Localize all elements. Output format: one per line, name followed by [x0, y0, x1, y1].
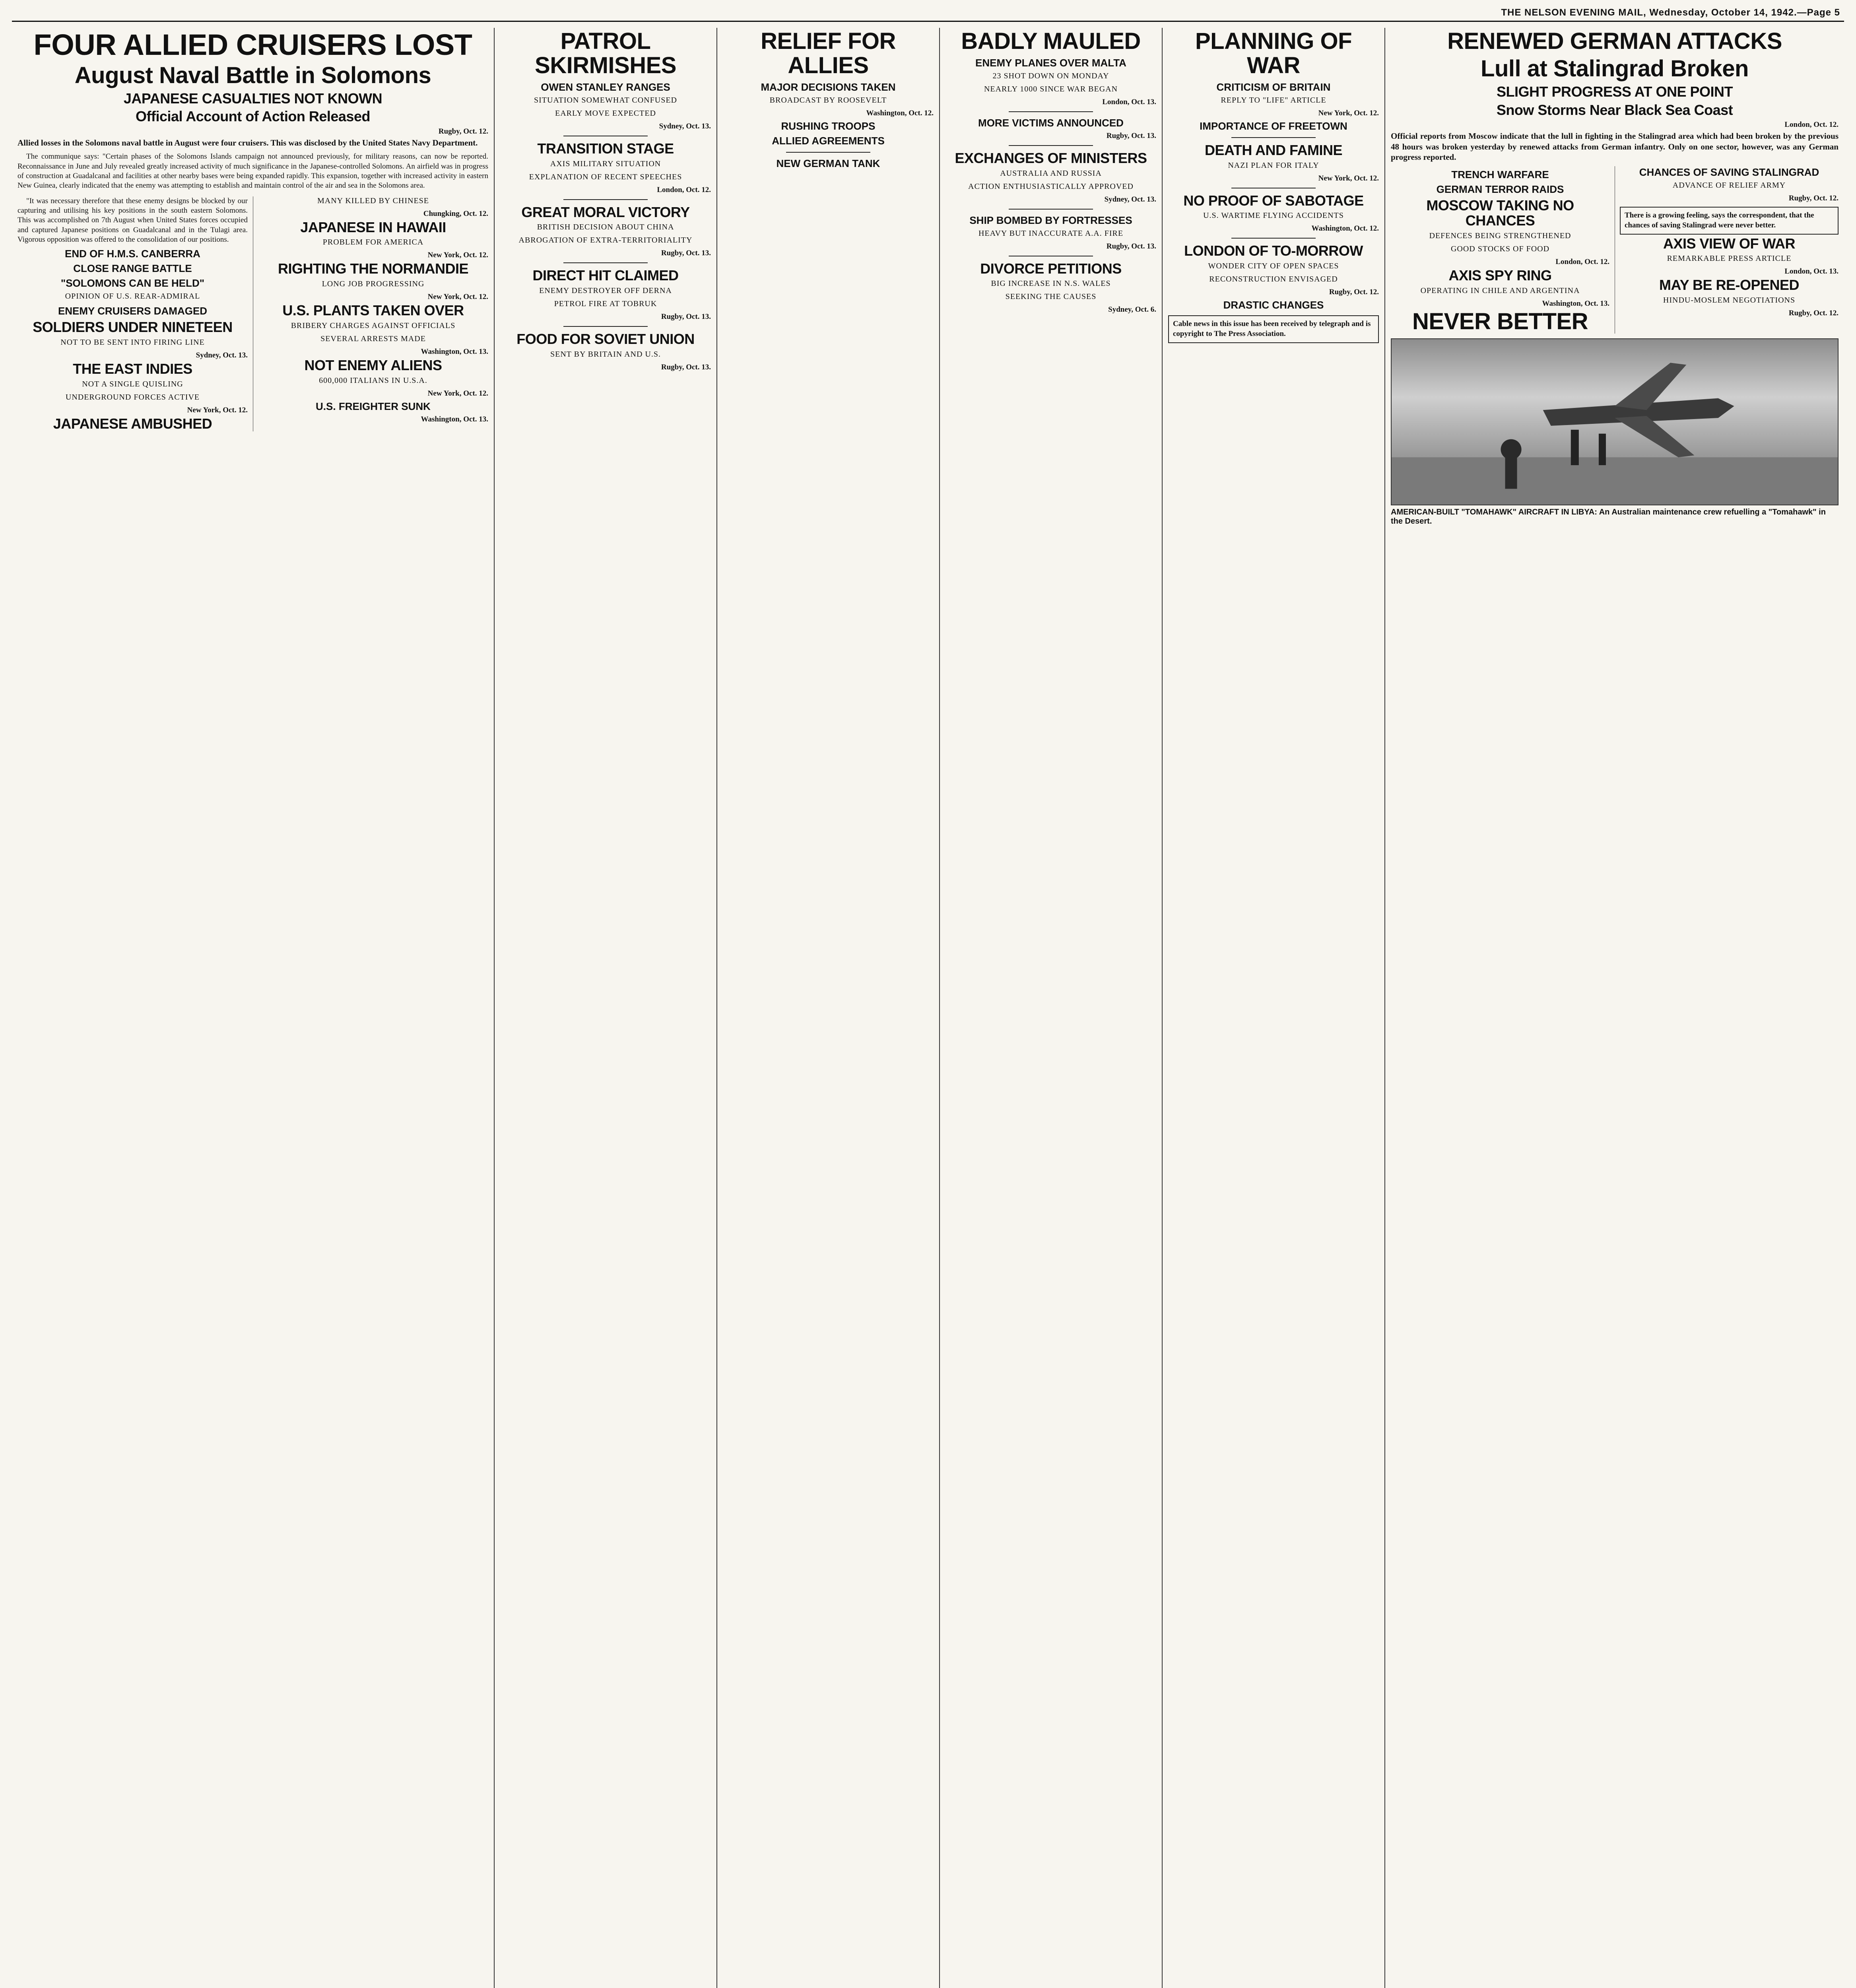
dateline-relief: Washington, Oct. 12. [866, 109, 934, 117]
headline-never: NEVER BETTER [1412, 308, 1588, 334]
deck-moral-2: ABROGATION OF EXTRA-TERRITORIALITY [518, 236, 693, 245]
subhead-solomons-held: "SOLOMONS CAN BE HELD" [60, 277, 205, 289]
dateline-divorce: Sydney, Oct. 6. [1108, 305, 1156, 314]
headline-renewed-4: Snow Storms Near Black Sea Coast [1496, 101, 1733, 118]
deck-never-2: ADVANCE OF RELIEF ARMY [1672, 181, 1786, 190]
divider [1231, 137, 1316, 138]
subhead-drastic: DRASTIC CHANGES [1223, 299, 1324, 311]
headline-cruisers-4: Official Account of Action Released [136, 108, 370, 125]
subhead-close-range: CLOSE RANGE BATTLE [73, 262, 192, 275]
dateline-reopened: Rugby, Oct. 12. [1788, 309, 1839, 318]
deck-mauled-3: NEARLY 1000 SINCE WAR BEGAN [984, 84, 1118, 93]
dateline-normandie: New York, Oct. 12. [427, 293, 488, 301]
deck-axis-view: REMARKABLE PRESS ARTICLE [1667, 254, 1792, 263]
lead-cruisers: Allied losses in the Solomons naval battle in August were four cruisers. This was disclosed by the United States Navy Department. [17, 138, 478, 148]
dateline-moscow: London, Oct. 12. [1555, 257, 1609, 266]
dateline-never: Rugby, Oct. 12. [1788, 194, 1839, 203]
headline-axis-view: AXIS VIEW OF WAR [1663, 235, 1795, 252]
headline-moscow: MOSCOW TAKING NO CHANCES [1426, 197, 1574, 229]
divider [1009, 209, 1093, 210]
deck-nineteen: NOT TO BE SENT INTO FIRING LINE [60, 338, 205, 347]
deck-famine: NAZI PLAN FOR ITALY [1228, 161, 1319, 170]
subhead-canberra: END OF H.M.S. CANBERRA [65, 248, 200, 260]
deck-relief-2: BROADCAST BY ROOSEVELT [769, 95, 887, 105]
dateline-food: Rugby, Oct. 13. [661, 363, 711, 371]
deck-ministers-2: ACTION ENTHUSIASTICALLY APPROVED [968, 182, 1134, 191]
headline-ministers: EXCHANGES OF MINISTERS [955, 149, 1147, 166]
deck-london: WONDER CITY OF OPEN SPACES [1208, 262, 1339, 271]
dateline-planning: New York, Oct. 12. [1318, 109, 1379, 117]
column-5 [1162, 28, 1384, 1988]
deck-london-2: RECONSTRUCTION ENVISAGED [1209, 275, 1338, 284]
headline-ambushed: JAPANESE AMBUSHED [53, 415, 212, 432]
subhead-victims: MORE VICTIMS ANNOUNCED [978, 116, 1124, 129]
deck-east-indies: NOT A SINGLE QUISLING [82, 379, 183, 388]
deck-food: SENT BY BRITAIN AND U.S. [550, 349, 661, 359]
never-box: There is a growing feeling, says the correspondent, that the chances of saving Stalingrad were never better. [1620, 207, 1839, 234]
subhead-terror: GERMAN TERROR RAIDS [1436, 183, 1564, 196]
dateline-aliens: New York, Oct. 12. [427, 389, 488, 398]
aircraft-picture-icon [1392, 339, 1838, 505]
column-1 [12, 28, 494, 1988]
headline-relief: RELIEF FOR ALLIES [761, 28, 896, 78]
headline-east-indies: THE EAST INDIES [73, 361, 192, 377]
headline-tank: NEW GERMAN TANK [776, 157, 880, 169]
deck-planning: CRITICISM OF BRITAIN [1216, 81, 1331, 93]
headline-renewed: RENEWED GERMAN ATTACKS [1447, 28, 1782, 54]
headline-normandie: RIGHTING THE NORMANDIE [278, 260, 468, 277]
divider [1009, 111, 1093, 112]
dateline-renewed: London, Oct. 12. [1784, 120, 1839, 129]
dateline-mauled: London, Oct. 13. [1102, 97, 1156, 106]
headline-hawaii: JAPANESE IN HAWAII [300, 219, 446, 235]
dateline-transition: London, Oct. 12. [657, 185, 711, 194]
headline-planning: PLANNING OF WAR [1195, 28, 1352, 78]
dateline-spy: Washington, Oct. 13. [1542, 299, 1609, 308]
dateline-london: Rugby, Oct. 12. [1329, 288, 1379, 297]
headline-bombed: SHIP BOMBED BY FORTRESSES [969, 214, 1132, 226]
deck-moscow: DEFENCES BEING STRENGTHENED [1429, 231, 1571, 240]
cruisers-columns [17, 196, 488, 431]
headline-moral: GREAT MORAL VICTORY [521, 204, 690, 220]
deck-transition-2: EXPLANATION OF RECENT SPEECHES [529, 172, 682, 181]
dateline-cruisers: Rugby, Oct. 12. [438, 127, 488, 136]
dateline-ministers: Sydney, Oct. 13. [1104, 195, 1156, 204]
column-3 [716, 28, 939, 1988]
headline-transition: TRANSITION STAGE [537, 140, 674, 157]
tomahawk-photo [1391, 338, 1839, 505]
headline-direct-hit: DIRECT HIT CLAIMED [532, 267, 679, 284]
divider [1231, 238, 1316, 239]
deck-hawaii: PROBLEM FOR AMERICA [322, 238, 424, 247]
deck-patrol-3: EARLY MOVE EXPECTED [555, 109, 656, 118]
deck-east-indies-2: UNDERGROUND FORCES ACTIVE [65, 392, 200, 402]
deck-normandie: LONG JOB PROGRESSING [322, 280, 425, 289]
para-cruisers-2: "It was necessary therefore that these enemy designs be blocked by our capturing and utilising his key positions in the south eastern Solomons. This was accomplished on 7th August when United States forces occupied and captured Japanese positions on Guadalcanal and in the Tulagi area. Vigorous opposition was offered to the consolidation of our positions. [17, 196, 248, 244]
headline-mauled: BADLY MAULED [961, 28, 1141, 54]
dateline-plants: Washington, Oct. 13. [421, 348, 488, 356]
dateline-direct-hit: Rugby, Oct. 13. [661, 313, 711, 321]
deck-direct-hit-2: PETROL FIRE AT TOBRUK [554, 299, 657, 309]
masthead-rule [12, 21, 1844, 22]
dateline-famine: New York, Oct. 12. [1318, 174, 1379, 182]
dateline-axis-view: London, Oct. 13. [1784, 267, 1839, 276]
deck-moscow-2: GOOD STOCKS OF FOOD [1450, 244, 1550, 253]
deck-plants: BRIBERY CHARGES AGAINST OFFICIALS [291, 321, 456, 330]
deck-planning-2: REPLY TO "LIFE" ARTICLE [1221, 95, 1326, 105]
headline-renewed-3: SLIGHT PROGRESS AT ONE POINT [1496, 83, 1733, 100]
column-4 [939, 28, 1162, 1988]
deck-never: CHANCES OF SAVING STALINGRAD [1639, 166, 1819, 179]
column-6 [1384, 28, 1844, 1988]
divider [1009, 145, 1093, 146]
photo-caption: AMERICAN-BUILT "TOMAHAWK" AIRCRAFT IN LIBYA: An Australian maintenance crew refuelling a "Tomahawk" in the Desert. [1391, 508, 1826, 526]
dateline-ambushed: Chungking, Oct. 12. [423, 209, 488, 218]
dateline-victims: Rugby, Oct. 13. [1106, 131, 1156, 140]
deck-bombed: HEAVY BUT INACCURATE A.A. FIRE [978, 229, 1124, 238]
headline-spy: AXIS SPY RING [1448, 267, 1552, 283]
dateline-hawaii: New York, Oct. 12. [427, 251, 488, 260]
headline-reopened: MAY BE RE-OPENED [1659, 277, 1800, 293]
headline-nineteen: SOLDIERS UNDER NINETEEN [33, 319, 233, 336]
dateline-moral: Rugby, Oct. 13. [661, 249, 711, 258]
deck-patrol: OWEN STANLEY RANGES [541, 81, 670, 93]
headline-patrol: PATROL SKIRMISHES [535, 28, 676, 78]
deck-aliens: 600,000 ITALIANS IN U.S.A. [319, 376, 427, 385]
deck-patrol-2: SITUATION SOMEWHAT CONFUSED [534, 95, 677, 105]
subhead-freetown: IMPORTANCE OF FREETOWN [1200, 120, 1347, 132]
dateline-east-indies: New York, Oct. 12. [187, 406, 248, 414]
divider [563, 199, 648, 200]
dateline-nineteen: Sydney, Oct. 13. [196, 351, 248, 360]
deck-spy: OPERATING IN CHILE AND ARGENTINA [1420, 286, 1580, 295]
article-cruisers [17, 29, 488, 191]
deck-sabotage: U.S. WARTIME FLYING ACCIDENTS [1203, 211, 1344, 220]
deck-moral: BRITISH DECISION ABOUT CHINA [537, 223, 674, 232]
column-2 [494, 28, 716, 1988]
headline-famine: DEATH AND FAMINE [1205, 142, 1342, 158]
deck-ministers: AUSTRALIA AND RUSSIA [1000, 169, 1102, 178]
deck-rear-admiral: OPINION OF U.S. REAR-ADMIRAL [65, 292, 200, 301]
headline-divorce: DIVORCE PETITIONS [980, 260, 1122, 277]
deck-relief: MAJOR DECISIONS TAKEN [761, 81, 896, 93]
deck-direct-hit: ENEMY DESTROYER OFF DERNA [539, 286, 672, 295]
dateline-patrol: Sydney, Oct. 13. [659, 122, 711, 130]
divider [563, 326, 648, 327]
cable-notice: Cable news in this issue has been received by telegraph and is copyright to The Press Association. [1168, 315, 1379, 343]
dateline-sabotage: Washington, Oct. 12. [1311, 224, 1379, 233]
headline-cruisers: FOUR ALLIED CRUISERS LOST [33, 28, 472, 61]
headline-sabotage: NO PROOF OF SABOTAGE [1183, 192, 1364, 209]
deck-transition: AXIS MILITARY SITUATION [550, 159, 661, 168]
subhead-enemy-cruisers: ENEMY CRUISERS DAMAGED [58, 305, 208, 317]
dateline-bombed: Rugby, Oct. 13. [1106, 242, 1156, 250]
deck-plants-2: SEVERAL ARRESTS MADE [320, 334, 426, 344]
renewed-columns [1391, 166, 1839, 334]
lead-renewed: Official reports from Moscow indicate that the lull in fighting in the Stalingrad area which had been broken by the previous 48 hours was broken yesterday by renewed attacks from German infantry. Only on one sector, however, was any German progress reported. [1391, 131, 1839, 162]
divider [563, 262, 648, 263]
deck-divorce-2: SEEKING THE CAUSES [1005, 292, 1097, 301]
headline-london: LONDON OF TO-MORROW [1184, 243, 1363, 259]
headline-cruisers-2: August Naval Battle in Solomons [74, 62, 431, 88]
divider [786, 152, 870, 153]
subhead-trench: TRENCH WARFARE [1451, 169, 1549, 181]
headline-cruisers-3: JAPANESE CASUALTIES NOT KNOWN [123, 90, 382, 107]
dateline-freighter: Washington, Oct. 13. [421, 415, 488, 423]
para-cruisers-1: The communique says: "Certain phases of the Solomons Islands campaign not announced previously, for military reasons, can now be reported. Reconnaissance in June and July revealed greatly increased activity of much significance in the Japanese-controlled Solomons. An airfield was in progress of construction at Guadalcanal and facilities at other nearby bases were being expanded rapidly. This expansion, together with increased activity in eastern New Guinea, clearly indicated that the enemy was attempting to establish and maintain control of the air and sea in the Solomons area. [17, 152, 488, 190]
deck-reopened: HINDU-MOSLEM NEGOTIATIONS [1663, 296, 1796, 305]
deck-divorce: BIG INCREASE IN N.S. WALES [991, 279, 1111, 288]
subhead-freighter: U.S. FREIGHTER SUNK [316, 400, 431, 412]
headline-aliens: NOT ENEMY ALIENS [304, 357, 442, 374]
headline-renewed-2: Lull at Stalingrad Broken [1481, 55, 1749, 82]
deck-mauled-2: 23 SHOT DOWN ON MONDAY [992, 71, 1109, 80]
headline-food: FOOD FOR SOVIET UNION [516, 331, 695, 348]
masthead: THE NELSON EVENING MAIL, Wednesday, October 14, 1942.—Page 5 [1501, 7, 1840, 18]
subhead-rushing: RUSHING TROOPS [781, 120, 876, 132]
subhead-agreements: ALLIED AGREEMENTS [772, 134, 885, 147]
headline-plants: U.S. PLANTS TAKEN OVER [282, 302, 464, 319]
deck-ambushed: MANY KILLED BY CHINESE [317, 196, 429, 205]
deck-mauled: ENEMY PLANES OVER MALTA [975, 56, 1126, 69]
